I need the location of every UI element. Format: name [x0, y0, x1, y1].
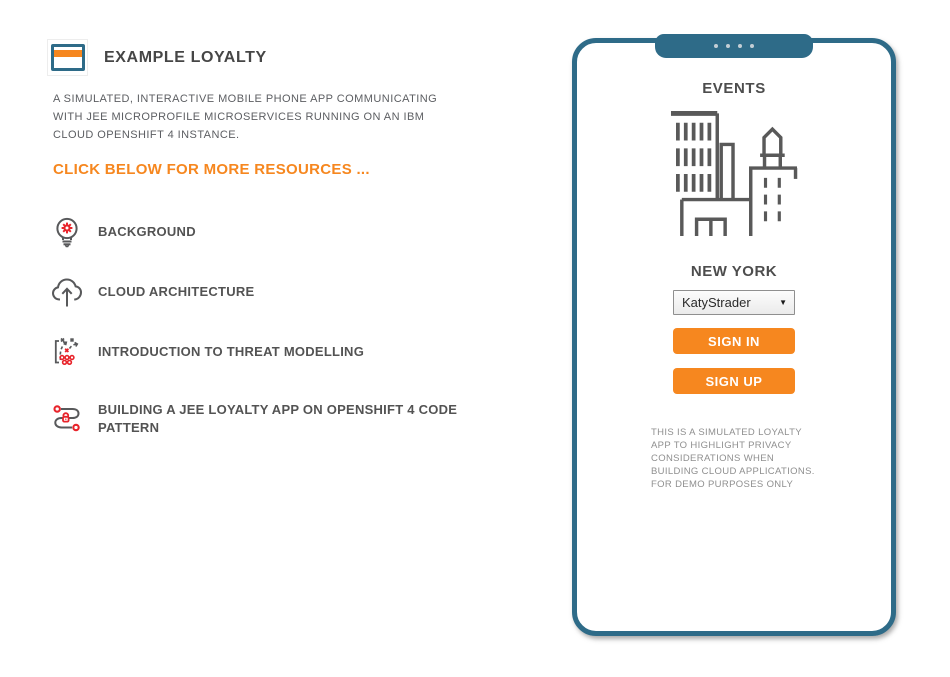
- resource-panel: [47, 39, 477, 463]
- resource-label: CLOUD ARCHITECTURE: [98, 284, 255, 299]
- more-resources-link[interactable]: CLICK BELOW FOR MORE RESOURCES ...: [53, 161, 370, 178]
- phone-mockup: [572, 38, 896, 636]
- cloud-upload-icon: [50, 275, 84, 309]
- disclaimer-text: THIS IS A SIMULATED LOYALTY APP TO HIGHLIGHT PRIVACY CONSIDERATIONS WHEN BUILDING CLOUD APPLICATIONS. FOR DEMO PURPOSES ONLY: [651, 427, 815, 490]
- resource-list: [47, 215, 477, 437]
- resource-link-cloud-architecture[interactable]: [50, 275, 477, 309]
- strategy-threat-icon: [50, 335, 84, 369]
- resource-label: BUILDING A JEE LOYALTY APP ON OPENSHIFT 4 CODE PATTERN: [98, 402, 458, 435]
- loyalty-card-icon: [47, 39, 88, 76]
- location-title: NEW YORK: [690, 263, 778, 280]
- new-york-buildings-icon: [670, 109, 798, 237]
- notch-dot: [714, 44, 718, 48]
- lightbulb-gear-icon: [50, 215, 84, 249]
- resource-label: INTRODUCTION TO THREAT MODELLING: [98, 344, 365, 359]
- sign-in-button[interactable]: SIGN IN: [673, 328, 795, 354]
- phone-notch: [655, 34, 813, 58]
- app-brand: [47, 39, 477, 76]
- user-dropdown-value: KatyStrader: [682, 295, 751, 310]
- page-title: EXAMPLE LOYALTY: [104, 48, 267, 66]
- resource-link-threat-modelling[interactable]: [50, 335, 477, 369]
- resource-link-background[interactable]: [50, 215, 477, 249]
- notch-dot: [738, 44, 742, 48]
- secure-path-icon: [50, 402, 84, 436]
- events-title: EVENTS: [702, 80, 766, 97]
- chevron-down-icon: ▼: [779, 298, 787, 307]
- user-dropdown[interactable]: [673, 290, 795, 315]
- notch-dot: [750, 44, 754, 48]
- notch-dot: [726, 44, 730, 48]
- app-description: A SIMULATED, INTERACTIVE MOBILE PHONE APP COMMUNICATING WITH JEE MICROPROFILE MICROSERVICES RUNNING ON AN IBM CLOUD OPENSHIFT 4 INSTANCE.: [53, 93, 438, 141]
- sign-up-button[interactable]: SIGN UP: [673, 368, 795, 394]
- resource-link-code-pattern[interactable]: [50, 401, 477, 437]
- resource-label: BACKGROUND: [98, 224, 196, 239]
